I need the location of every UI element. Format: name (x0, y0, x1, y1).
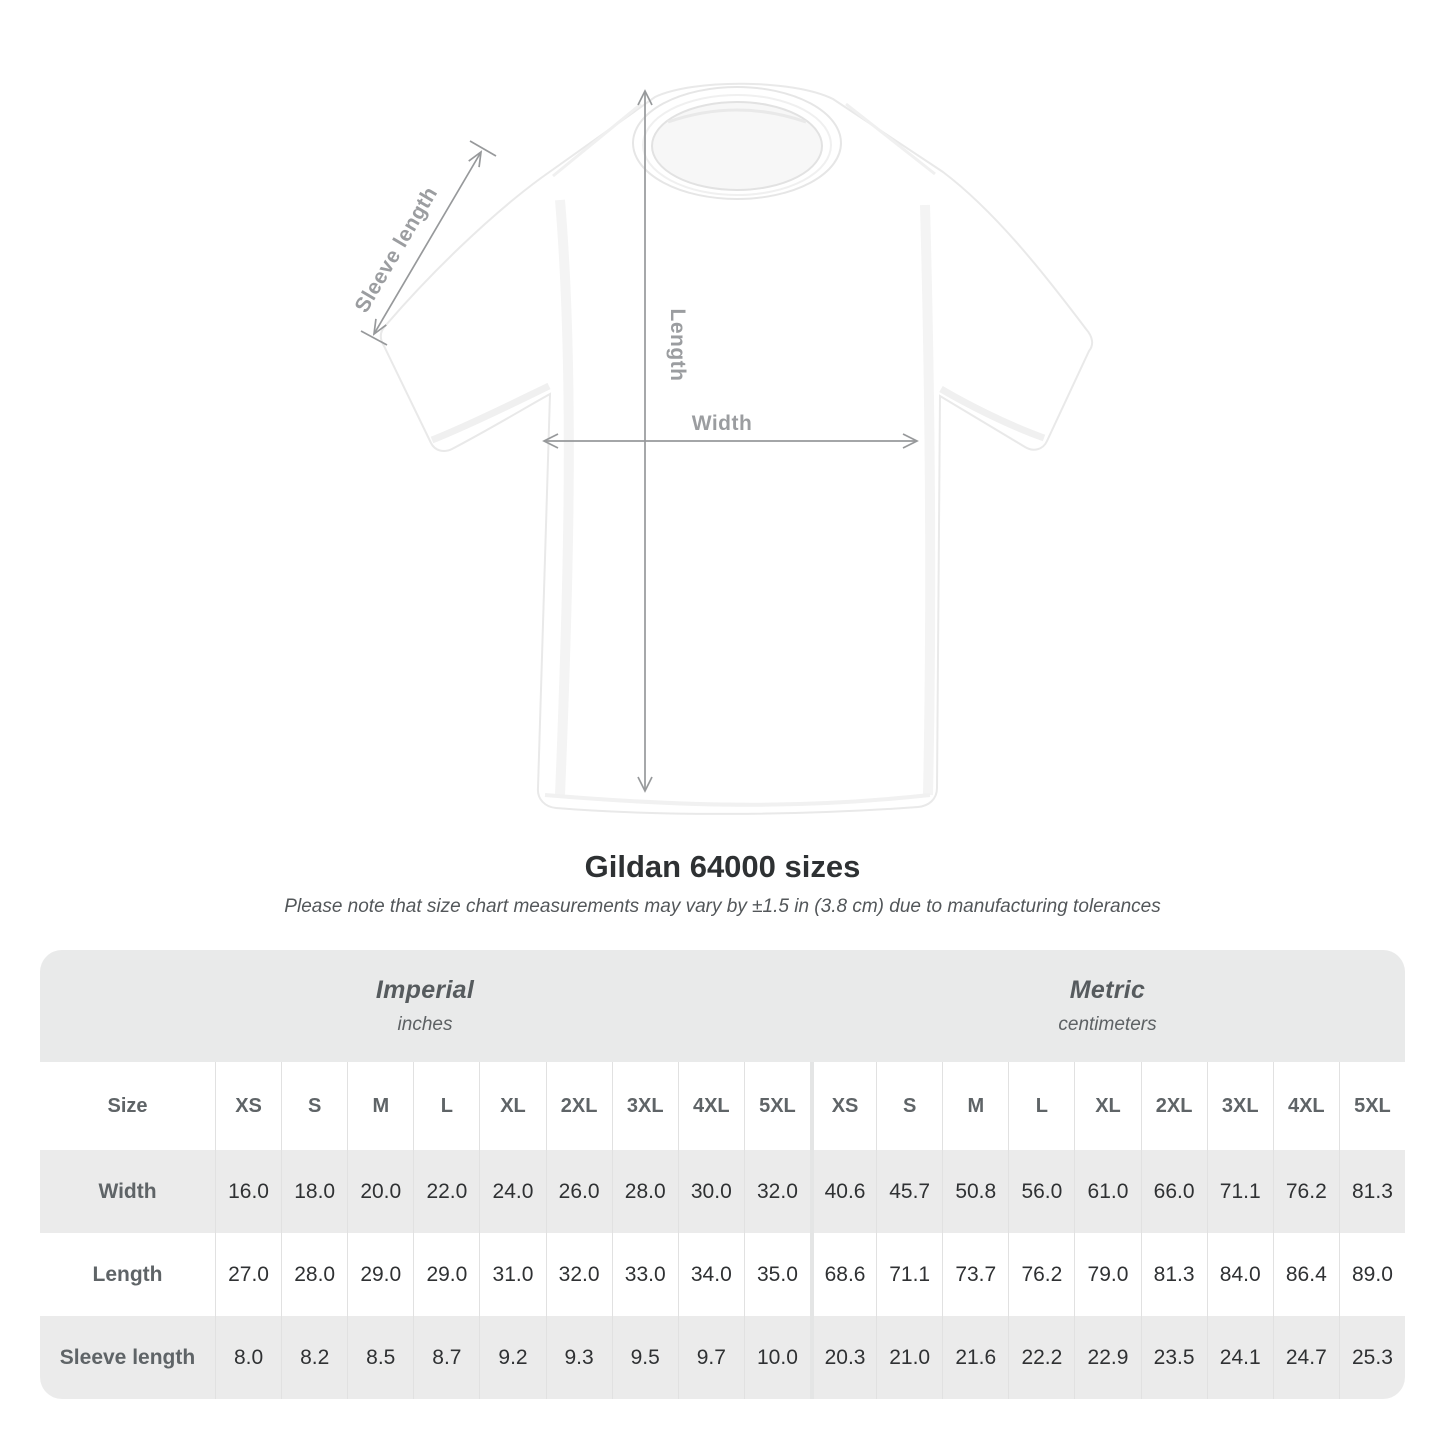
sleeve-length-label: Sleeve length (350, 182, 443, 317)
value-cell: 28.0 (281, 1233, 347, 1316)
value-cell: 31.0 (479, 1233, 545, 1316)
metric-size-col: 4XL (1273, 1062, 1339, 1150)
size-header-row (40, 1062, 1405, 1150)
row-label: Sleeve length (59, 1345, 196, 1369)
width-label: Width (691, 412, 753, 435)
metric-size-col: 2XL (1141, 1062, 1207, 1150)
value-cell: 9.5 (612, 1316, 678, 1399)
value-cell: 18.0 (281, 1150, 347, 1233)
value-cell: 35.0 (744, 1233, 810, 1316)
value-cell: 45.7 (876, 1150, 942, 1233)
value-cell: 68.6 (810, 1233, 876, 1316)
value-cell: 24.7 (1273, 1316, 1339, 1399)
value-cell: 33.0 (612, 1233, 678, 1316)
metric-size-col: L (1008, 1062, 1074, 1150)
row-label: Length (92, 1262, 163, 1286)
size-table (40, 950, 1405, 1399)
metric-title: Metric (1069, 976, 1146, 1004)
size-header: Size (107, 1094, 148, 1117)
metric-group-header (810, 950, 1405, 1062)
value-cell: 50.8 (942, 1150, 1008, 1233)
imperial-size-col: M (347, 1062, 413, 1150)
metric-size-col: 3XL (1207, 1062, 1273, 1150)
value-cell: 16.0 (215, 1150, 281, 1233)
row-sleeve-length (40, 1316, 1405, 1399)
value-cell: 24.1 (1207, 1316, 1273, 1399)
value-cell: 30.0 (678, 1150, 744, 1233)
value-cell: 71.1 (876, 1233, 942, 1316)
value-cell: 24.0 (479, 1150, 545, 1233)
value-cell: 9.2 (479, 1316, 545, 1399)
value-cell: 71.1 (1207, 1150, 1273, 1233)
value-cell: 23.5 (1141, 1316, 1207, 1399)
value-cell: 9.3 (546, 1316, 612, 1399)
value-cell: 21.0 (876, 1316, 942, 1399)
imperial-size-col: L (413, 1062, 479, 1150)
value-cell: 56.0 (1008, 1150, 1074, 1233)
metric-unit: centimeters (1058, 1014, 1157, 1035)
value-cell: 26.0 (546, 1150, 612, 1233)
value-cell: 29.0 (413, 1233, 479, 1316)
unit-band (40, 950, 1405, 1062)
imperial-unit: inches (397, 1014, 453, 1035)
metric-size-col: XL (1074, 1062, 1140, 1150)
row-width (40, 1150, 1405, 1233)
value-cell: 10.0 (744, 1316, 810, 1399)
tshirt-shape (381, 84, 1092, 814)
imperial-size-col: 2XL (546, 1062, 612, 1150)
tolerance-note: Please note that size chart measurements may vary by ±1.5 in (3.8 cm) due to manufacturing tolerances (284, 896, 1161, 917)
value-cell: 9.7 (678, 1316, 744, 1399)
imperial-title: Imperial (375, 976, 475, 1004)
value-cell: 22.2 (1008, 1316, 1074, 1399)
value-cell: 84.0 (1207, 1233, 1273, 1316)
value-cell: 76.2 (1273, 1150, 1339, 1233)
value-cell: 27.0 (215, 1233, 281, 1316)
value-cell: 8.7 (413, 1316, 479, 1399)
metric-size-col: 5XL (1339, 1062, 1405, 1150)
value-cell: 79.0 (1074, 1233, 1140, 1316)
value-cell: 89.0 (1339, 1233, 1405, 1316)
value-cell: 21.6 (942, 1316, 1008, 1399)
value-cell: 8.5 (347, 1316, 413, 1399)
row-length (40, 1233, 1405, 1316)
value-cell: 66.0 (1141, 1150, 1207, 1233)
value-cell: 81.3 (1141, 1233, 1207, 1316)
value-cell: 32.0 (546, 1233, 612, 1316)
value-cell: 22.0 (413, 1150, 479, 1233)
value-cell: 73.7 (942, 1233, 1008, 1316)
imperial-size-col: S (281, 1062, 347, 1150)
page-title: Gildan 64000 sizes (584, 849, 861, 884)
value-cell: 81.3 (1339, 1150, 1405, 1233)
value-cell: 29.0 (347, 1233, 413, 1316)
imperial-size-col: XL (479, 1062, 545, 1150)
value-cell: 20.0 (347, 1150, 413, 1233)
imperial-size-col: 4XL (678, 1062, 744, 1150)
value-cell: 28.0 (612, 1150, 678, 1233)
row-label: Width (98, 1179, 157, 1203)
value-cell: 61.0 (1074, 1150, 1140, 1233)
imperial-size-col: 3XL (612, 1062, 678, 1150)
length-label: Length (666, 308, 689, 382)
value-cell: 76.2 (1008, 1233, 1074, 1316)
collar (633, 87, 841, 199)
value-cell: 25.3 (1339, 1316, 1405, 1399)
metric-size-col: S (876, 1062, 942, 1150)
value-cell: 86.4 (1273, 1233, 1339, 1316)
imperial-size-col: 5XL (744, 1062, 810, 1150)
imperial-group-header (40, 950, 810, 1062)
value-cell: 40.6 (810, 1150, 876, 1233)
value-cell: 32.0 (744, 1150, 810, 1233)
value-cell: 34.0 (678, 1233, 744, 1316)
imperial-size-col: XS (215, 1062, 281, 1150)
metric-size-col: XS (810, 1062, 876, 1150)
value-cell: 8.0 (215, 1316, 281, 1399)
metric-size-col: M (942, 1062, 1008, 1150)
value-cell: 8.2 (281, 1316, 347, 1399)
value-cell: 20.3 (810, 1316, 876, 1399)
value-cell: 22.9 (1074, 1316, 1140, 1399)
